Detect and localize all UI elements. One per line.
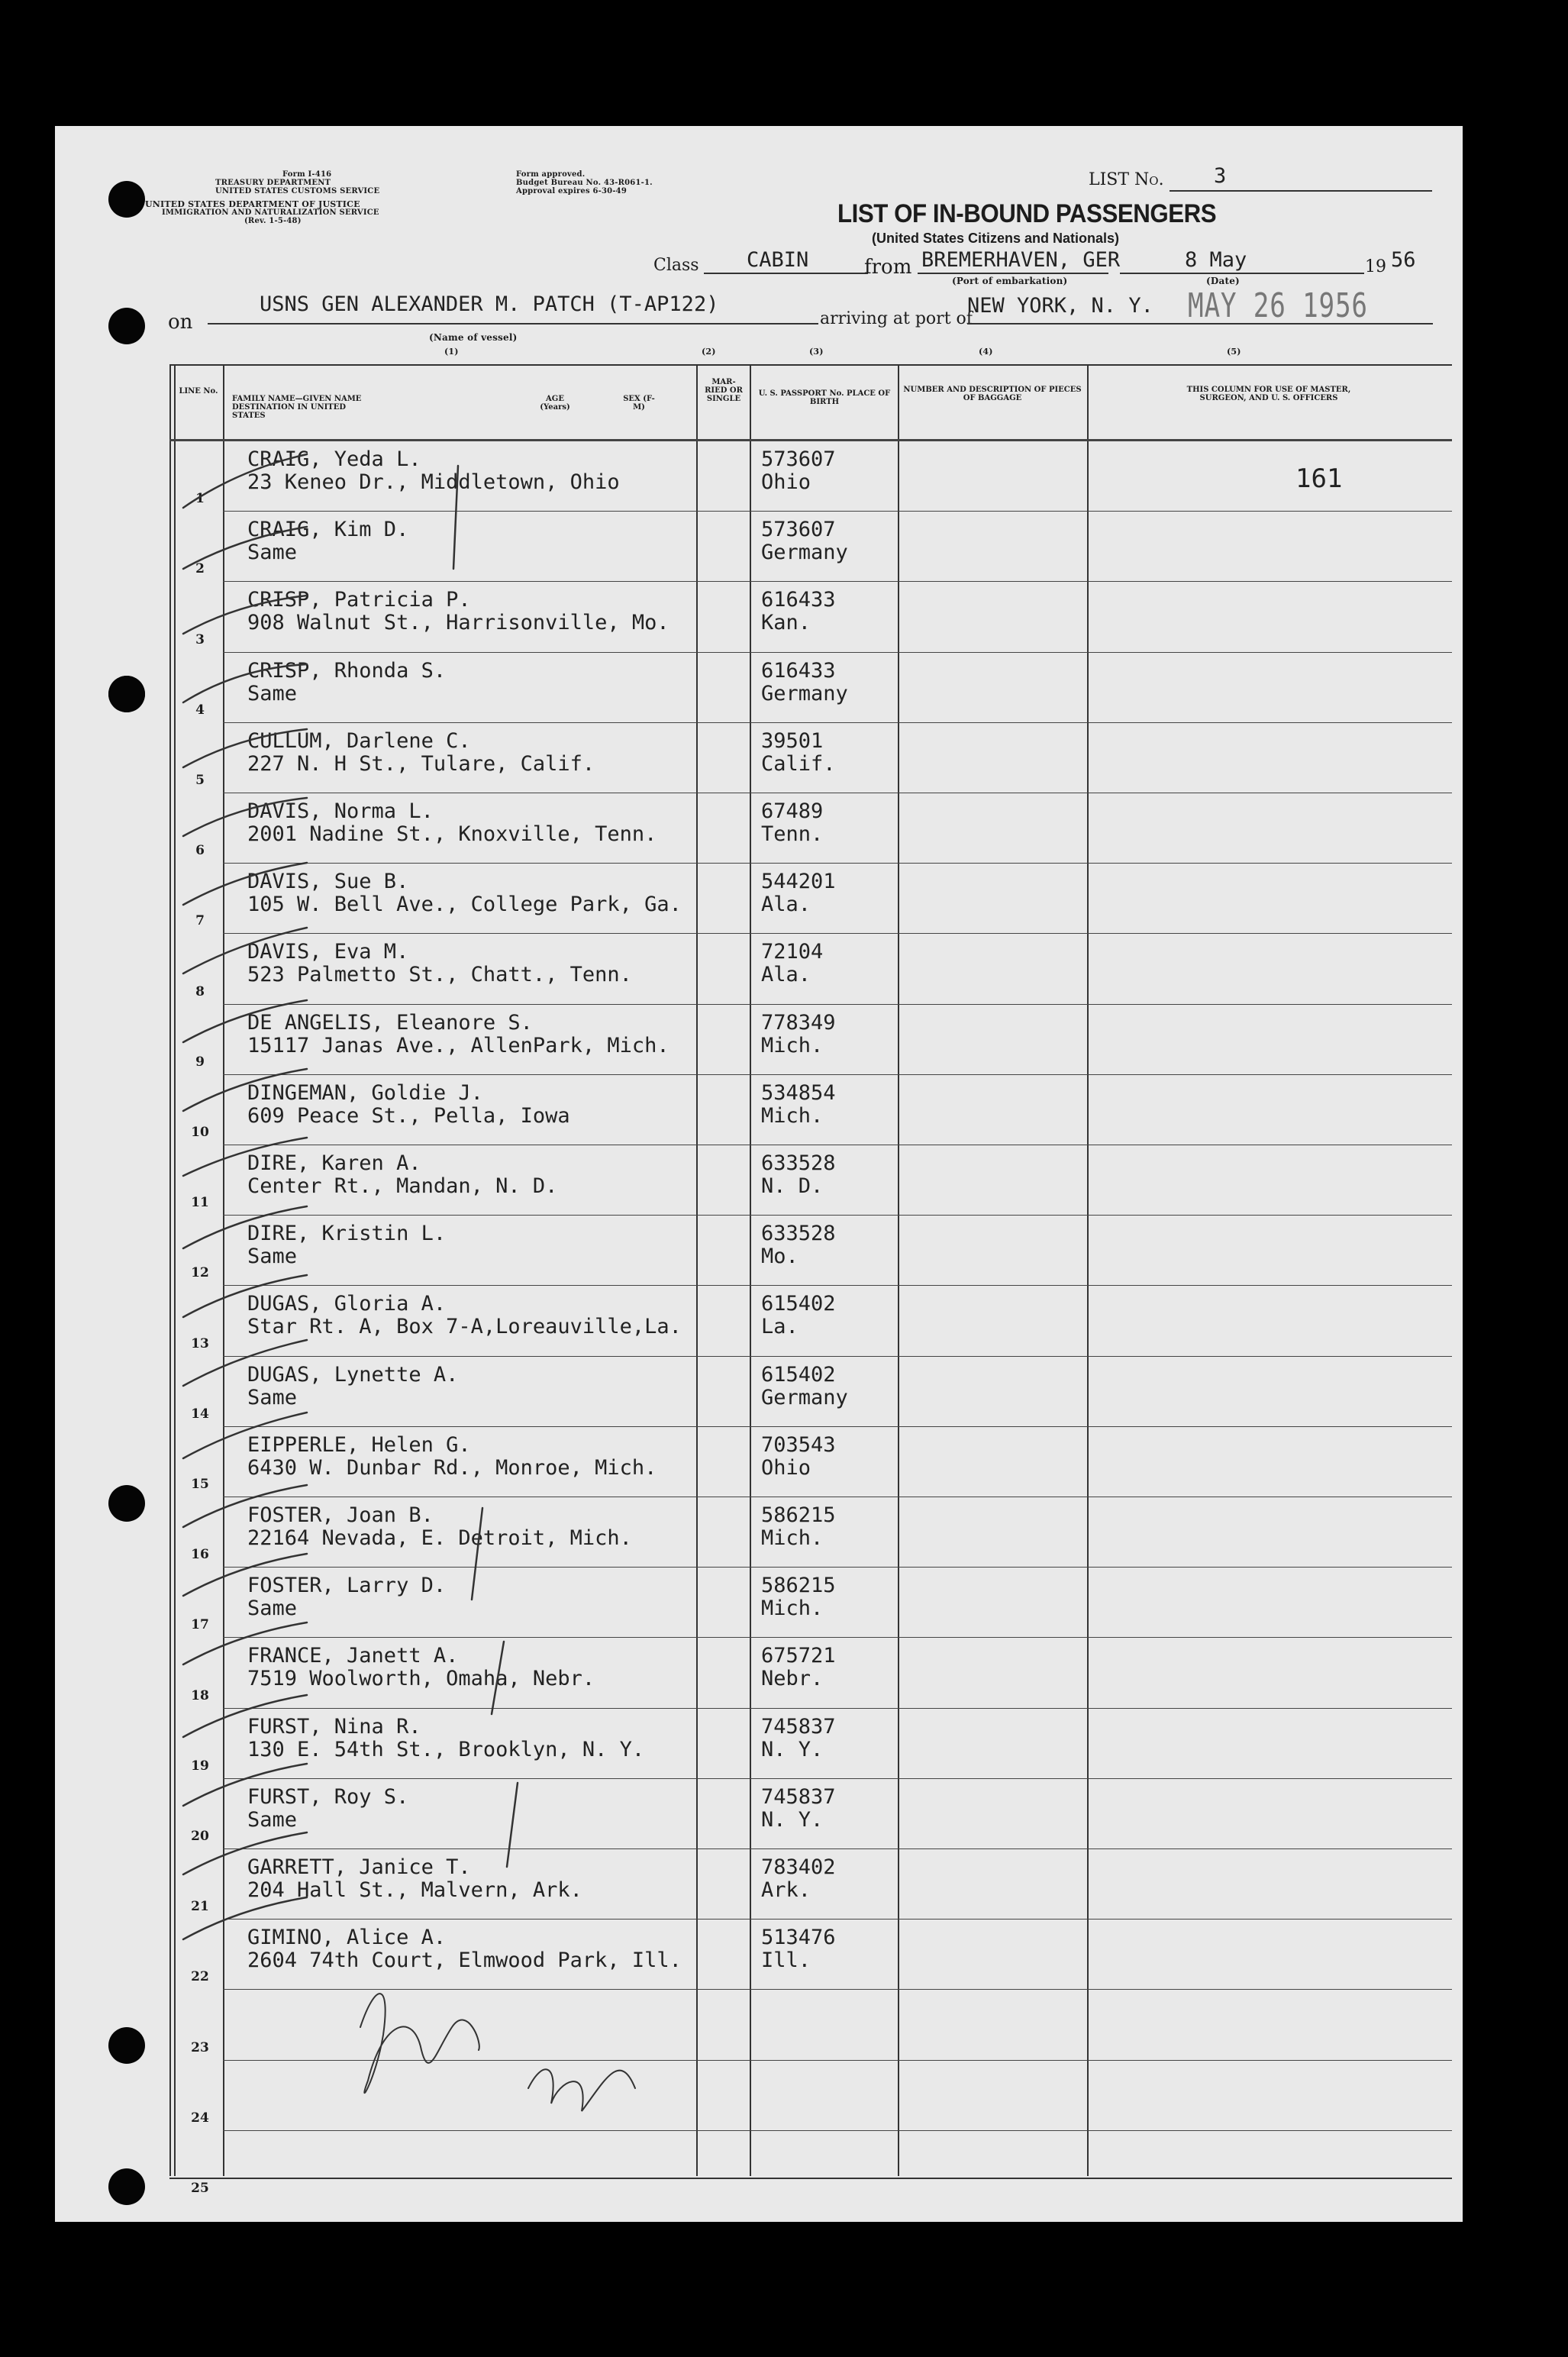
row-rule xyxy=(223,1637,1452,1638)
place-of-birth: N. D. xyxy=(761,1174,824,1198)
passenger-name: DAVIS, Norma L. xyxy=(247,799,434,823)
line-number: 18 xyxy=(191,1687,209,1703)
row-rule xyxy=(223,1074,1452,1075)
arrival-port: NEW YORK, N. Y. xyxy=(967,294,1153,318)
line-number: 17 xyxy=(191,1617,209,1633)
binder-hole xyxy=(108,2168,145,2205)
arriving-label: arriving at port of xyxy=(820,309,973,328)
passport-number: 703543 xyxy=(761,1432,836,1457)
passenger-name: CRAIG, Kim D. xyxy=(247,518,409,542)
passenger-name: CRISP, Patricia P. xyxy=(247,588,471,612)
place-of-birth: Mich. xyxy=(761,1526,824,1550)
passenger-destination: Star Rt. A, Box 7-A,Loreauville,La. xyxy=(247,1315,682,1339)
line-number: 1 xyxy=(195,491,205,507)
passenger-name: FOSTER, Larry D. xyxy=(247,1574,447,1598)
passenger-name: DIRE, Kristin L. xyxy=(247,1222,447,1246)
column-header-name: FAMILY NAME—GIVEN NAME DESTINATION IN UNITED STATES xyxy=(232,395,362,420)
column-header-sex: SEX (F-M) xyxy=(623,395,655,412)
row-rule xyxy=(223,2130,1452,2131)
line-number: 3 xyxy=(195,631,205,647)
passport-number: 633528 xyxy=(761,1222,836,1246)
place-of-birth: Germany xyxy=(761,1385,848,1409)
binder-hole xyxy=(108,676,145,712)
page-title: LIST OF IN-BOUND PASSENGERS xyxy=(837,199,1217,228)
vessel-caption: (Name of vessel) xyxy=(429,332,518,343)
class-label: Class xyxy=(653,256,699,275)
passenger-destination: 908 Walnut St., Harrisonville, Mo. xyxy=(247,611,669,635)
passenger-destination: 6430 W. Dunbar Rd., Monroe, Mich. xyxy=(247,1455,657,1480)
place-of-birth: Calif. xyxy=(761,751,836,776)
class-value: CABIN xyxy=(747,248,809,272)
row-rule xyxy=(223,2060,1452,2061)
binder-hole xyxy=(108,308,145,344)
passport-number: 616433 xyxy=(761,588,836,612)
column-header-married: MAR-RIED OR SINGLE xyxy=(705,378,743,403)
binder-hole xyxy=(108,181,145,218)
port-of-embarkation: BREMERHAVEN, GER xyxy=(921,248,1121,272)
passport-number: 615402 xyxy=(761,1292,836,1316)
column-header-line-no: LINE No. xyxy=(179,387,218,396)
line-number: 7 xyxy=(195,913,205,929)
row-rule xyxy=(223,933,1452,934)
row-rule xyxy=(223,722,1452,723)
row-rule xyxy=(223,652,1452,653)
place-of-birth: Mo. xyxy=(761,1245,799,1269)
passenger-name: FRANCE, Janett A. xyxy=(247,1644,459,1668)
passport-number: 544201 xyxy=(761,870,836,894)
column-number-3: (3) xyxy=(809,347,824,357)
customs-service: UNITED STATES CUSTOMS SERVICE xyxy=(215,187,380,195)
passport-number: 573607 xyxy=(761,447,836,471)
place-of-birth: Ohio xyxy=(761,1455,811,1480)
row-rule xyxy=(223,1285,1452,1286)
passenger-destination: Same xyxy=(247,681,298,705)
arrival-underline xyxy=(967,323,1433,324)
place-of-birth: Nebr. xyxy=(761,1667,824,1691)
vessel-caption-number: (1) xyxy=(444,347,459,357)
passenger-name: CULLUM, Darlene C. xyxy=(247,728,471,753)
column-header-age: AGE (Years) xyxy=(540,395,570,412)
approval-line: Approval expires 6-30-49 xyxy=(516,187,628,195)
column-number-4: (4) xyxy=(979,347,993,357)
passenger-destination: 22164 Nevada, E. Detroit, Mich. xyxy=(247,1526,632,1550)
line-number: 24 xyxy=(191,2110,209,2126)
column-header-passport: U. S. PASSPORT No. PLACE OF BIRTH xyxy=(758,389,891,406)
passenger-destination: 2001 Nadine St., Knoxville, Tenn. xyxy=(247,822,657,846)
line-number: 16 xyxy=(191,1547,209,1563)
page-subtitle: (United States Citizens and Nationals) xyxy=(872,231,1120,246)
passenger-destination: Same xyxy=(247,541,298,565)
place-of-birth: Germany xyxy=(761,541,848,565)
passenger-name: DE ANGELIS, Eleanore S. xyxy=(247,1010,533,1035)
row-rule xyxy=(223,1708,1452,1709)
column-divider-line-no xyxy=(223,364,224,2176)
passenger-name: DIRE, Karen A. xyxy=(247,1151,421,1175)
line-number: 9 xyxy=(195,1054,205,1070)
line-number: 15 xyxy=(191,1477,209,1492)
column-divider-officers xyxy=(1087,364,1089,2176)
row-rule xyxy=(223,1426,1452,1427)
passport-number: 586215 xyxy=(761,1574,836,1598)
row-rule xyxy=(223,1356,1452,1357)
column-header-officers: THIS COLUMN FOR USE OF MASTER, SURGEON, AND U. S. OFFICERS xyxy=(1186,386,1351,402)
passenger-destination: Same xyxy=(247,1597,298,1621)
passenger-name: CRAIG, Yeda L. xyxy=(247,447,421,471)
row-rule xyxy=(223,1567,1452,1568)
passport-number: 633528 xyxy=(761,1151,836,1175)
binder-hole xyxy=(108,2027,145,2064)
place-of-birth: Kan. xyxy=(761,611,811,635)
passenger-name: GIMINO, Alice A. xyxy=(247,1926,447,1950)
passenger-destination: 609 Peace St., Pella, Iowa xyxy=(247,1103,570,1128)
row-rule xyxy=(223,581,1452,582)
passport-number: 586215 xyxy=(761,1503,836,1527)
line-number: 8 xyxy=(195,983,205,999)
line-number: 2 xyxy=(195,561,205,577)
date-caption: (Date) xyxy=(1206,276,1240,286)
passenger-table xyxy=(169,364,1452,2179)
line-number: 20 xyxy=(191,1829,209,1844)
year-prefix: 19 xyxy=(1365,257,1386,276)
place-of-birth: Ill. xyxy=(761,1949,811,1973)
line-number: 6 xyxy=(195,843,205,859)
passenger-destination: 23 Keneo Dr., Middletown, Ohio xyxy=(247,470,620,494)
line-number: 10 xyxy=(191,1125,209,1140)
row-rule xyxy=(223,1778,1452,1779)
officer-note: 161 xyxy=(1295,463,1343,494)
port-caption: (Port of embarkation) xyxy=(952,276,1068,286)
passport-number: 615402 xyxy=(761,1362,836,1387)
passport-number: 675721 xyxy=(761,1644,836,1668)
place-of-birth: N. Y. xyxy=(761,1737,824,1761)
column-divider-baggage xyxy=(898,364,899,2176)
passport-number: 67489 xyxy=(761,799,824,823)
table-border-left xyxy=(169,364,171,2176)
department-of-justice: UNITED STATES DEPARTMENT OF JUSTICE xyxy=(145,199,360,209)
column-divider-married xyxy=(696,364,698,2176)
line-number: 19 xyxy=(191,1758,209,1774)
row-rule xyxy=(223,863,1452,864)
row-rule xyxy=(223,511,1452,512)
manifest-page xyxy=(55,126,1463,2222)
immigration-service: IMMIGRATION AND NATURALIZATION SERVICE xyxy=(162,208,379,217)
vessel-underline xyxy=(208,323,818,324)
port-underline xyxy=(918,273,1108,274)
place-of-birth: Mich. xyxy=(761,1033,824,1057)
year-value: 56 xyxy=(1391,248,1416,272)
date-underline xyxy=(1120,273,1364,274)
row-rule xyxy=(223,1989,1452,1990)
form-approval xyxy=(516,170,653,195)
column-number-2: (2) xyxy=(702,347,716,357)
passenger-destination: 130 E. 54th St., Brooklyn, N. Y. xyxy=(247,1737,645,1761)
row-rule xyxy=(223,1848,1452,1849)
passenger-name: GARRETT, Janice T. xyxy=(247,1855,471,1879)
line-number: 13 xyxy=(191,1335,209,1351)
passport-number: 745837 xyxy=(761,1784,836,1809)
row-rule xyxy=(223,1919,1452,1920)
list-no-value: 3 xyxy=(1214,164,1227,188)
line-number: 14 xyxy=(191,1406,209,1422)
on-label: on xyxy=(168,311,193,334)
passenger-destination: 7519 Woolworth, Omaha, Nebr. xyxy=(247,1667,595,1691)
passport-number: 72104 xyxy=(761,940,824,964)
place-of-birth: Tenn. xyxy=(761,822,824,846)
column-number-5: (5) xyxy=(1227,347,1241,357)
column-divider-passport xyxy=(750,364,751,2176)
list-no-label: LIST No. xyxy=(1089,170,1164,189)
treasury-department: TREASURY DEPARTMENT xyxy=(215,179,331,187)
passport-number: 783402 xyxy=(761,1855,836,1879)
passenger-destination: Same xyxy=(247,1385,298,1409)
form-identification xyxy=(145,170,379,225)
passenger-name: DAVIS, Sue B. xyxy=(247,870,409,894)
passenger-name: FURST, Roy S. xyxy=(247,1784,409,1809)
form-number: Form I-416 xyxy=(282,170,332,179)
line-number: 25 xyxy=(191,2181,209,2196)
passenger-destination: Same xyxy=(247,1807,298,1832)
place-of-birth: Mich. xyxy=(761,1103,824,1128)
line-number: 23 xyxy=(191,2039,209,2055)
place-of-birth: Germany xyxy=(761,681,848,705)
place-of-birth: Mich. xyxy=(761,1597,824,1621)
place-of-birth: Ala. xyxy=(761,893,811,917)
row-rule xyxy=(223,1215,1452,1216)
form-revision: (Rev. 1-5-48) xyxy=(244,217,302,225)
approval-line: Budget Bureau No. 43-R061-1. xyxy=(516,179,653,187)
column-header-baggage: NUMBER AND DESCRIPTION OF PIECES OF BAGGAGE xyxy=(903,386,1082,402)
line-number: 4 xyxy=(195,702,205,718)
row-rule xyxy=(223,1004,1452,1005)
header-bottom-rule xyxy=(169,439,1452,441)
passenger-name: DUGAS, Gloria A. xyxy=(247,1292,447,1316)
place-of-birth: Ark. xyxy=(761,1878,811,1902)
passenger-destination: 523 Palmetto St., Chatt., Tenn. xyxy=(247,963,632,987)
passenger-destination: 204 Hall St., Malvern, Ark. xyxy=(247,1878,582,1902)
passport-number: 39501 xyxy=(761,728,824,753)
embarkation-date: 8 May xyxy=(1185,248,1247,272)
line-number: 22 xyxy=(191,1969,209,1985)
passenger-destination: 227 N. H St., Tulare, Calif. xyxy=(247,751,595,776)
passenger-destination: Same xyxy=(247,1245,298,1269)
passenger-destination: 15117 Janas Ave., AllenPark, Mich. xyxy=(247,1033,669,1057)
passport-number: 745837 xyxy=(761,1714,836,1739)
passenger-name: DINGEMAN, Goldie J. xyxy=(247,1080,483,1105)
table-border-left-inner xyxy=(174,364,176,2176)
passenger-destination: Center Rt., Mandan, N. D. xyxy=(247,1174,558,1198)
line-number: 21 xyxy=(191,1899,209,1915)
passenger-name: EIPPERLE, Helen G. xyxy=(247,1432,471,1457)
place-of-birth: La. xyxy=(761,1315,799,1339)
passenger-name: DUGAS, Lynette A. xyxy=(247,1362,459,1387)
approval-line: Form approved. xyxy=(516,170,586,179)
list-no-underline xyxy=(1170,190,1432,192)
arrival-date-stamp: MAY 26 1956 xyxy=(1188,286,1368,325)
passenger-name: CRISP, Rhonda S. xyxy=(247,658,447,683)
passport-number: 616433 xyxy=(761,658,836,683)
line-number: 12 xyxy=(191,1265,209,1281)
passenger-name: FOSTER, Joan B. xyxy=(247,1503,434,1527)
passport-number: 573607 xyxy=(761,518,836,542)
from-label: from xyxy=(864,256,912,279)
passport-number: 513476 xyxy=(761,1926,836,1950)
place-of-birth: Ala. xyxy=(761,963,811,987)
vessel-name: USNS GEN ALEXANDER M. PATCH (T-AP122) xyxy=(260,292,719,316)
line-number: 5 xyxy=(195,773,205,788)
line-number: 11 xyxy=(191,1195,209,1211)
passport-number: 778349 xyxy=(761,1010,836,1035)
passenger-destination: 2604 74th Court, Elmwood Park, Ill. xyxy=(247,1949,682,1973)
class-underline xyxy=(704,273,868,274)
place-of-birth: N. Y. xyxy=(761,1807,824,1832)
place-of-birth: Ohio xyxy=(761,470,811,494)
passenger-name: FURST, Nina R. xyxy=(247,1714,421,1739)
binder-hole xyxy=(108,1485,145,1522)
passenger-name: DAVIS, Eva M. xyxy=(247,940,409,964)
passport-number: 534854 xyxy=(761,1080,836,1105)
passenger-destination: 105 W. Bell Ave., College Park, Ga. xyxy=(247,893,682,917)
